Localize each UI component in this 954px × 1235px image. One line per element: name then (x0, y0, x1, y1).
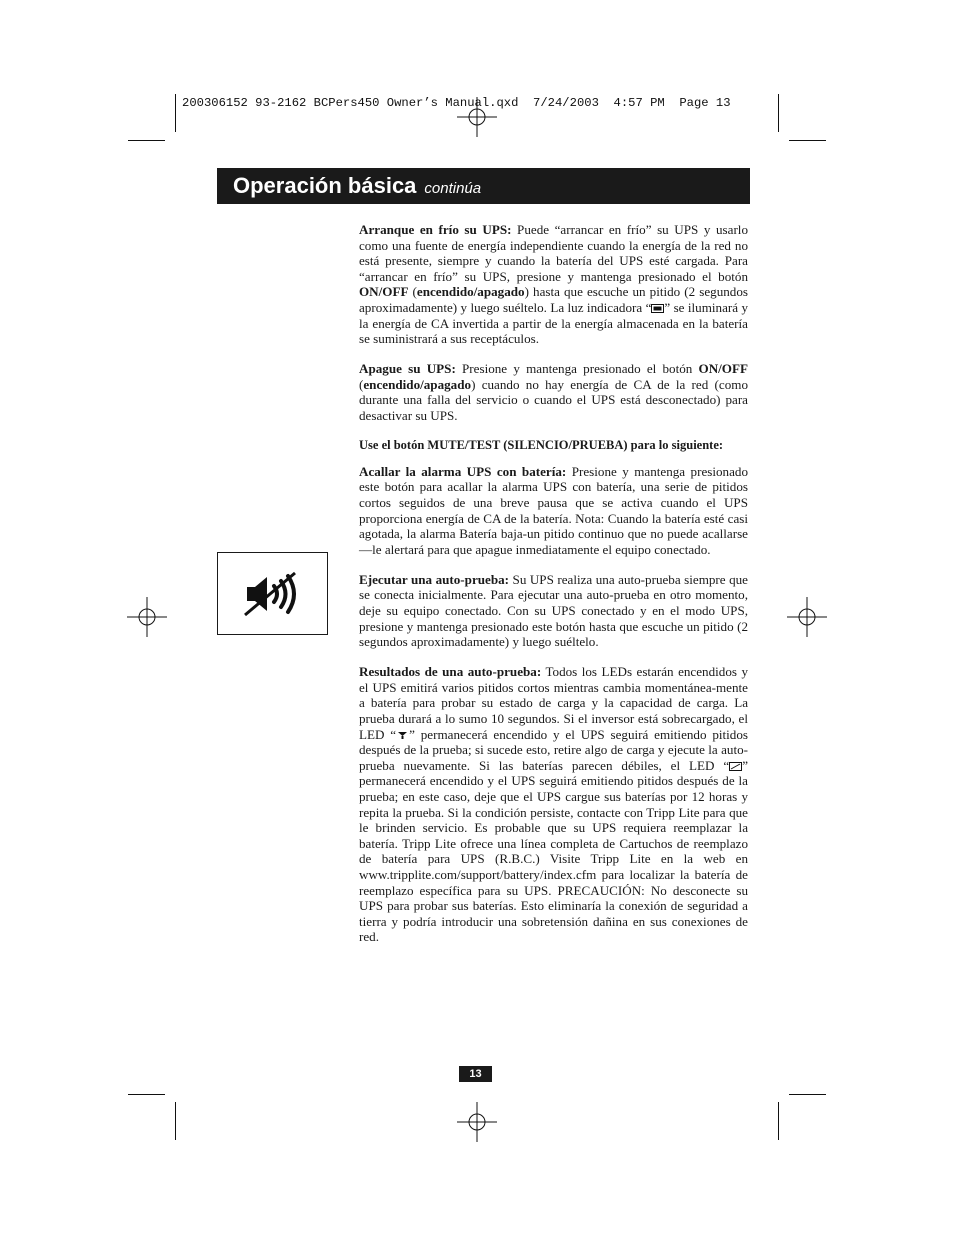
crop-mark (789, 1094, 826, 1095)
paragraph-cold-start: Arranque en frío su UPS: Puede “arrancar en frío” su UPS y usarlo como una fuente de energía independiente cuando la energía de la red no está presente, siempre y cuando la batería del UPS esté cargada. Para “arrancar en frío” su UPS, presione y mantenga presionado el botón ON/OFF (encendido/apagado) hasta que escuche un pitido (2 segundos aproximadamente) y luego suéltelo. La luz indicadora “ ” se iluminará y la energía de CA invertida a partir de la energía almacenada en la batería se suministrará a sus receptáculos. (359, 222, 748, 347)
heading-shutdown: Apague su UPS: (359, 361, 456, 377)
crop-mark (128, 140, 165, 141)
paragraph-shutdown: Apague su UPS: Presione y mantenga presionado el botón ON/OFF (encendido/apagado) cuando no hay energía de CA de la red (como durante una falla del servicio o cuando el UPS está desconectado) para desactivar su UPS. (359, 361, 748, 424)
mute-test-icon-box (217, 552, 328, 635)
mute-test-lead: Use el botón MUTE/TEST (SILENCIO/PRUEBA) para lo siguiente: (359, 438, 724, 453)
heading-cold-start: Arranque en frío su UPS: (359, 222, 512, 237)
crop-mark (175, 94, 176, 132)
body-text (359, 222, 748, 959)
crop-mark (778, 1102, 779, 1140)
paragraph-self-test: Ejecutar una auto-prueba: Su UPS realiza una auto-prueba siempre que se conecta inicialmente. Para ejecutar una auto-prueba en otro momento, deje su equipo conectado. Con su UPS conectado y en el modo UPS, presione y mantenga presionado este botón hasta que escuche un pitido (2 segundos aproximadamente) y luego suéltelo. (359, 571, 748, 650)
battery-led-icon (651, 304, 664, 313)
section-subtitle: continúa (424, 180, 482, 197)
crop-mark (778, 94, 779, 132)
print-slug-line: 200306152 93-2162 BCPers450 Owner’s Manual.qxd 7/24/2003 4:57 PM Page 13 (182, 96, 731, 110)
registration-mark-icon (457, 1102, 497, 1142)
crop-mark (789, 140, 826, 141)
registration-mark-icon (127, 597, 167, 637)
overload-led-icon (396, 731, 409, 740)
crop-mark (175, 1102, 176, 1140)
page-number: 13 (459, 1066, 492, 1082)
heading-silence-alarm: Acallar la alarma UPS con batería: (359, 463, 567, 479)
section-title: Operación básica (233, 173, 417, 198)
registration-mark-icon (787, 597, 827, 637)
speaker-mute-icon (243, 571, 303, 617)
paragraph-silence-alarm: Acallar la alarma UPS con batería: Presione y mantenga presionado este botón para acallar la alarma UPS con batería, una serie de pitidos cortos seguidos de una breve pausa que se activa cuando el UPS proporciona energía de CA de la batería. Nota: Cuando la batería esté casi agotada, la alarma Batería baja-un pitido continuo que no puede acallarse—le alertará para que apague inmediatamente el equipo conectado. (359, 463, 748, 557)
heading-results: Resultados de una auto-prueba: (359, 664, 542, 680)
crop-mark (128, 1094, 165, 1095)
battery-led-icon (729, 762, 742, 771)
paragraph-results: Resultados de una auto-prueba: Todos los LEDs estarán encendidos y el UPS emitirá varios pitidos cortos mientras cambia momentánea-mente a batería para probar su estado de carga y la capacidad de carga. La prueba durará a lo sumo 10 segundos. Si el inversor está sobrecargado, el LED “ ” permanecerá encendido y el UPS seguirá emitiendo pitidos después de la prueba; si sucede esto, retire algo de carga y ejecute la auto-prueba nuevamente. Si las baterías parecen débiles, el LED “ ” permanecerá encendido y el UPS seguirá emitiendo pitidos después de la prueba; en este caso, deje que el UPS cargue sus baterías por 12 horas y repita la prueba. Si la condición persiste, contacte con Tripp Lite para que le brinden servicio. Es probable que su UPS requiera reemplazar la batería. Tripp Lite ofrece una línea completa de Cartuchos de reemplazo de batería para UPS (R.B.C.) Visite Tripp Lite en la web en www.tripplite.com/support/battery/index.cfm para localizar la batería de reemplazo específica para su UPS. PRECAUCIÓN: No desconecte su UPS para probar sus baterías. Esto eliminaría la conexión de seguridad a tierra y podría introducir una sobretensión dañina en sus conexiones de red. (359, 664, 748, 945)
heading-self-test: Ejecutar una auto-prueba: (359, 571, 510, 587)
section-header (217, 168, 750, 204)
